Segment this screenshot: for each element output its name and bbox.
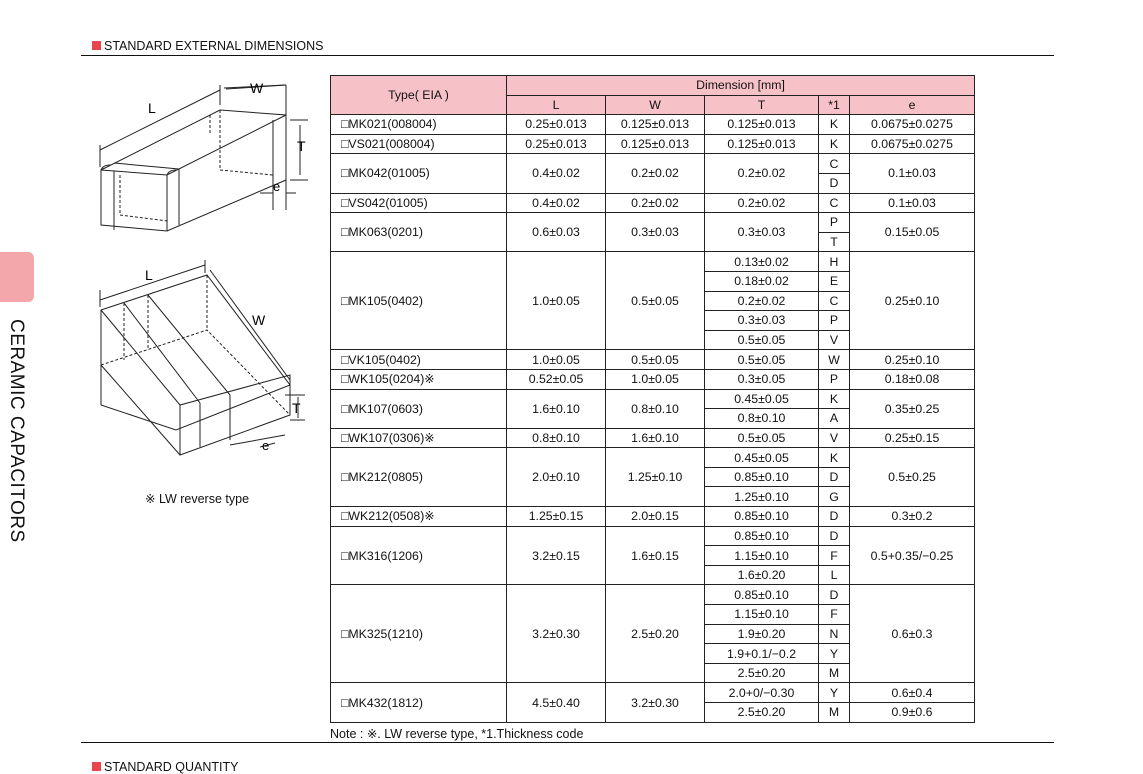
top-length-label: L [148,100,156,116]
t-cell: 2.5±0.20 [705,663,819,683]
t-cell: 0.125±0.013 [705,115,819,135]
table-row [331,193,975,213]
code-cell: D [819,467,850,487]
code-cell: K [819,389,850,409]
type-cell: □MK212(0805) [331,448,507,507]
bottom-rule [81,742,1054,743]
t-cell: 2.0+0/−0.30 [705,683,819,703]
section-title: STANDARD EXTERNAL DIMENSIONS [92,39,323,53]
l-cell: 0.8±0.10 [507,428,606,448]
table-row [331,507,975,527]
t-cell: 0.13±0.02 [705,252,819,272]
bottom-electrode-label: e [262,438,270,453]
table-row [331,428,975,448]
e-cell: 0.6±0.4 [850,683,975,703]
code-cell: D [819,585,850,605]
code-cell: V [819,428,850,448]
e-cell: 0.5+0.35/−0.25 [850,526,975,585]
t-cell: 0.85±0.10 [705,507,819,527]
type-cell: □MK316(1206) [331,526,507,585]
l-cell: 0.25±0.013 [507,134,606,154]
header-w: W [606,95,705,115]
code-cell: T [819,232,850,252]
t-cell: 0.2±0.02 [705,193,819,213]
type-cell: □WK105(0204)※ [331,369,507,389]
code-cell: D [819,526,850,546]
w-cell: 0.3±0.03 [606,213,705,252]
e-cell: 0.1±0.03 [850,193,975,213]
bottom-thickness-label: T [292,400,301,416]
t-cell: 0.45±0.05 [705,448,819,468]
code-cell: L [819,565,850,585]
next-section-title: STANDARD QUANTITY [92,760,239,774]
code-cell: W [819,350,850,370]
table-row [331,448,975,468]
w-cell: 0.2±0.02 [606,154,705,193]
e-cell: 0.0675±0.0275 [850,134,975,154]
w-cell: 1.6±0.15 [606,526,705,585]
side-tab[interactable] [0,252,34,302]
section-marker-icon [92,762,101,771]
w-cell: 2.0±0.15 [606,507,705,527]
t-cell: 0.3±0.03 [705,311,819,331]
bottom-length-label: L [145,267,153,283]
header-t: T [705,95,819,115]
l-cell: 0.25±0.013 [507,115,606,135]
w-cell: 0.2±0.02 [606,193,705,213]
w-cell: 0.125±0.013 [606,115,705,135]
top-thickness-label: T [297,138,306,154]
type-cell: □MK063(0201) [331,213,507,252]
t-cell: 0.85±0.10 [705,467,819,487]
t-cell: 0.85±0.10 [705,585,819,605]
l-cell: 1.6±0.10 [507,389,606,428]
table-row [331,154,975,174]
code-cell: K [819,448,850,468]
code-cell: C [819,193,850,213]
w-cell: 1.6±0.10 [606,428,705,448]
code-cell: P [819,311,850,331]
w-cell: 1.0±0.05 [606,369,705,389]
l-cell: 3.2±0.15 [507,526,606,585]
type-cell: □MK105(0402) [331,252,507,350]
code-cell: H [819,252,850,272]
code-cell: F [819,605,850,625]
table-row [331,389,975,409]
t-cell: 1.15±0.10 [705,605,819,625]
w-cell: 0.8±0.10 [606,389,705,428]
l-cell: 2.0±0.10 [507,448,606,507]
t-cell: 0.2±0.02 [705,154,819,193]
table-row [331,134,975,154]
code-cell: Y [819,683,850,703]
type-cell: □VK105(0402) [331,350,507,370]
type-cell: □VS021(008004) [331,134,507,154]
t-cell: 1.9+0.1/−0.2 [705,644,819,664]
type-cell: □VS042(01005) [331,193,507,213]
l-cell: 0.4±0.02 [507,154,606,193]
t-cell: 0.3±0.03 [705,213,819,252]
e-cell: 0.25±0.15 [850,428,975,448]
e-cell: 0.25±0.10 [850,252,975,350]
type-cell: □WK212(0508)※ [331,507,507,527]
type-cell: □MK107(0603) [331,389,507,428]
side-category-label: CERAMIC CAPACITORS [6,319,27,543]
t-cell: 0.2±0.02 [705,291,819,311]
header-thickness-code: *1 [819,95,850,115]
capacitor-dimension-drawing [90,75,320,475]
type-cell: □MK021(008004) [331,115,507,135]
type-cell: □WK107(0306)※ [331,428,507,448]
dimension-table [330,75,975,723]
t-cell: 0.5±0.05 [705,428,819,448]
code-cell: A [819,409,850,429]
w-cell: 2.5±0.20 [606,585,705,683]
code-cell: M [819,703,850,723]
t-cell: 1.15±0.10 [705,546,819,566]
code-cell: E [819,271,850,291]
l-cell: 1.0±0.05 [507,350,606,370]
t-cell: 0.8±0.10 [705,409,819,429]
code-cell: K [819,115,850,135]
t-cell: 0.5±0.05 [705,330,819,350]
t-cell: 1.25±0.10 [705,487,819,507]
code-cell: P [819,369,850,389]
l-cell: 3.2±0.30 [507,585,606,683]
table-row [331,350,975,370]
l-cell: 0.52±0.05 [507,369,606,389]
l-cell: 1.25±0.15 [507,507,606,527]
e-cell: 0.1±0.03 [850,154,975,193]
t-cell: 0.18±0.02 [705,271,819,291]
table-row [331,252,975,272]
code-cell: F [819,546,850,566]
t-cell: 1.6±0.20 [705,565,819,585]
t-cell: 0.45±0.05 [705,389,819,409]
table-row [331,683,975,703]
t-cell: 0.85±0.10 [705,526,819,546]
type-cell: □MK432(1812) [331,683,507,722]
e-cell: 0.18±0.08 [850,369,975,389]
code-cell: N [819,624,850,644]
header-e: e [850,95,975,115]
table-row [331,369,975,389]
t-cell: 1.9±0.20 [705,624,819,644]
table-row [331,585,975,605]
top-rule [81,55,1054,56]
type-cell: □MK325(1210) [331,585,507,683]
l-cell: 0.4±0.02 [507,193,606,213]
table-row [331,213,975,233]
top-electrode-label: e [273,179,281,194]
t-cell: 0.125±0.013 [705,134,819,154]
section-marker-icon [92,41,101,50]
e-cell: 0.3±0.2 [850,507,975,527]
e-cell: 0.5±0.25 [850,448,975,507]
t-cell: 0.5±0.05 [705,350,819,370]
header-l: L [507,95,606,115]
code-cell: D [819,507,850,527]
code-cell: M [819,663,850,683]
reverse-chip-figure [100,260,305,455]
code-cell: G [819,487,850,507]
code-cell: V [819,330,850,350]
header-type: Type( EIA ) [331,76,507,115]
header-dimension: Dimension [mm] [507,76,975,96]
w-cell: 1.25±0.10 [606,448,705,507]
l-cell: 4.5±0.40 [507,683,606,722]
e-cell: 0.9±0.6 [850,703,975,723]
w-cell: 3.2±0.30 [606,683,705,722]
w-cell: 0.5±0.05 [606,350,705,370]
standard-chip-figure [100,85,308,231]
top-width-label: W [250,80,264,96]
e-cell: 0.6±0.3 [850,585,975,683]
l-cell: 1.0±0.05 [507,252,606,350]
l-cell: 0.6±0.03 [507,213,606,252]
bottom-width-label: W [252,312,266,328]
code-cell: P [819,213,850,233]
t-cell: 0.3±0.05 [705,369,819,389]
type-cell: □MK042(01005) [331,154,507,193]
e-cell: 0.0675±0.0275 [850,115,975,135]
t-cell: 2.5±0.20 [705,703,819,723]
e-cell: 0.15±0.05 [850,213,975,252]
code-cell: K [819,134,850,154]
code-cell: C [819,291,850,311]
table-row [331,115,975,135]
table-row [331,526,975,546]
w-cell: 0.5±0.05 [606,252,705,350]
e-cell: 0.25±0.10 [850,350,975,370]
code-cell: D [819,173,850,193]
e-cell: 0.35±0.25 [850,389,975,428]
code-cell: C [819,154,850,174]
code-cell: Y [819,644,850,664]
lw-reverse-note: ※ LW reverse type [145,492,250,506]
table-note: Note : ※. LW reverse type, *1.Thickness code [330,727,584,741]
w-cell: 0.125±0.013 [606,134,705,154]
